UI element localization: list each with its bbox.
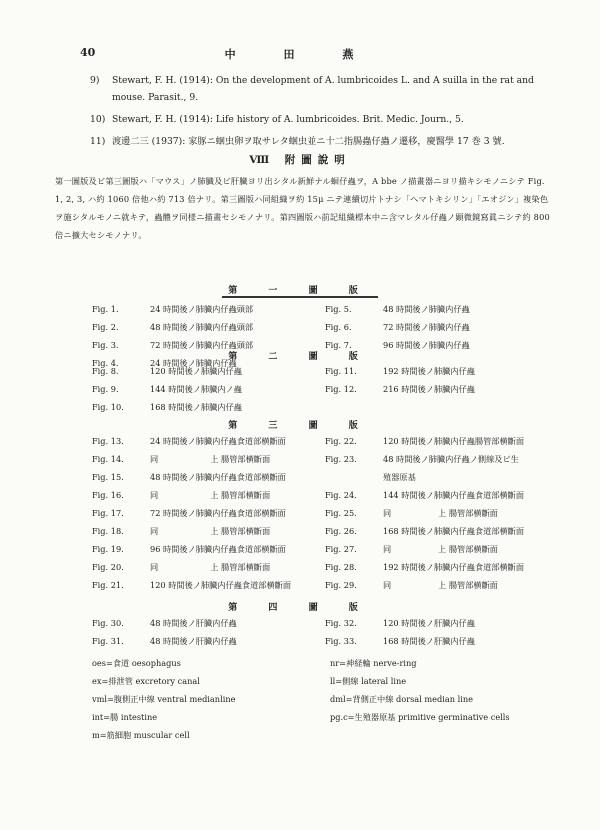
- figure-label: Fig. 6.: [325, 322, 352, 332]
- figure-label: Fig. 12.: [325, 384, 357, 394]
- figure-caption: 192 時間後ノ肺臓内仔蟲食道部横斷面: [383, 561, 525, 572]
- figure-label: Fig. 1.: [92, 304, 119, 314]
- figure-label: Fig. 19.: [92, 544, 124, 554]
- figure-caption: 144 時間後ノ肺臓内ノ蟲: [150, 383, 242, 394]
- figure-caption: 120 時間後ノ肝臓内仔蟲: [383, 617, 475, 628]
- plate-heading: 第 一 圖 版: [0, 283, 600, 296]
- figure-label: Fig. 14.: [92, 454, 124, 464]
- figure-caption-row: [325, 362, 475, 380]
- abbreviation-entry: dml=背側正中線 dorsal median line: [330, 693, 473, 704]
- figure-caption: 120 時間後ノ肺臓内仔蟲: [150, 365, 242, 376]
- figure-label: Fig. 24.: [325, 490, 357, 500]
- figure-caption: 72 時間後ノ肺臓内仔蟲食道部横斷面: [150, 507, 286, 518]
- abbreviation-entry: nr=神経輪 nerve-ring: [330, 657, 417, 668]
- abbreviation-entry: ex=排泄管 excretory canal: [92, 675, 200, 686]
- figure-caption-row: [92, 576, 291, 594]
- figure-label: Fig. 28.: [325, 562, 357, 572]
- reference-item: [90, 72, 550, 106]
- figure-caption: 144 時間後ノ肺臓内仔蟲食道部横斷面: [383, 489, 525, 500]
- figure-caption: 24 時間後ノ肺臓内仔蟲頭部: [150, 303, 254, 314]
- reference-text: Stewart, F. H. (1914): On the development of A. lumbricoides L. and A suilla in the rat and mouse. Parasit., 9.: [112, 75, 534, 103]
- figure-label: Fig. 3.: [92, 340, 119, 350]
- figure-label: Fig. 26.: [325, 526, 357, 536]
- running-title: 中 田 燕: [224, 48, 376, 61]
- figure-label: Fig. 20.: [92, 562, 124, 572]
- figure-label: Fig. 25.: [325, 508, 357, 518]
- figure-caption-row: [325, 432, 524, 450]
- figure-label: Fig. 13.: [92, 436, 124, 446]
- figure-caption-row: [92, 300, 253, 318]
- reference-number: 9): [90, 75, 100, 86]
- figure-caption: 殖器原基: [383, 471, 416, 482]
- figure-caption-row: [325, 614, 475, 632]
- figure-label: Fig. 21.: [92, 580, 124, 590]
- figure-list-left: [92, 362, 242, 416]
- figure-list-left: [92, 614, 237, 650]
- figure-caption-row: [92, 380, 242, 398]
- figure-caption: 24 時間後ノ肺臓内仔蟲: [150, 357, 237, 368]
- figure-caption: 216 時間後ノ肺臓内仔蟲: [383, 383, 475, 394]
- figure-caption: 同 上 腸管部横斷面: [150, 525, 271, 536]
- figure-caption-row: [325, 576, 524, 594]
- figure-caption: 同 上 腸管部横斷面: [150, 453, 271, 464]
- figure-caption-row: [325, 380, 475, 398]
- plate-description-paragraph: 第一圖版及ビ第三圖版ハ「マウス」ノ肺臓及ビ肝臓ヨリ出シタル新鮮ナル蛔仔蟲ヲ，A bbe ノ描畫器ニヨリ描キシモノニシテ Fig. 1, 2, 3, ハ約 1060 倍他ハ約 713 倍ナリ。第三圖版ハ同組織ヲ約 15μ ニテ連續切片トナシ「ヘマトキシリン」「エオジン」複染色ヲ施シタルモノニ就キテ，蟲體ヲ同様ニ描畫セシモノナリ。第四圖版ハ前記組織標本中ニ含マレタル仔蟲ノ顕微鏡寫眞ニシテ約 800 倍ニ擴大セシモノナリ。: [55, 176, 550, 240]
- figure-caption: 120 時間後ノ肺臓内仔蟲食道部横斷面: [150, 579, 292, 590]
- figure-caption: 48 時間後ノ肺臓内仔蟲頭部: [150, 321, 254, 332]
- figure-list-right: [325, 362, 475, 398]
- figure-label: Fig. 30.: [92, 618, 124, 628]
- abbreviation-entry: pg.c=生殖器原基 primitive germinative cells: [330, 711, 510, 722]
- abbreviation-entry: ll=側線 lateral line: [330, 675, 407, 686]
- reference-item: [90, 111, 550, 128]
- abbreviation-entry: vml=腹側正中線 ventral medianline: [92, 693, 236, 704]
- abbreviation-entry: m=筋細胞 muscular cell: [92, 729, 190, 740]
- figure-caption-row: [92, 504, 291, 522]
- figure-caption: 同 上 腸管部横斷面: [383, 579, 498, 590]
- figure-caption: 192 時間後ノ肺臓内仔蟲: [383, 365, 475, 376]
- figure-caption-row: [325, 486, 524, 504]
- figure-caption-row: [92, 318, 253, 336]
- figure-caption: 168 時間後ノ肺臓内仔蟲: [150, 401, 242, 412]
- figure-caption: 96 時間後ノ肺臓内仔蟲食道部横斷面: [150, 543, 286, 554]
- page-number: 40: [80, 46, 96, 59]
- figure-label: Fig. 32.: [325, 618, 357, 628]
- figure-caption-row: [92, 558, 291, 576]
- figure-caption-row: [325, 318, 470, 336]
- figure-caption-row: [92, 614, 237, 632]
- figure-caption-row: [92, 398, 242, 416]
- figure-label: Fig. 5.: [325, 304, 352, 314]
- plate-heading: 第 二 圖 版: [228, 352, 372, 362]
- figure-caption: 48 時間後ノ肝臓内仔蟲: [150, 635, 237, 646]
- figure-caption: 168 時間後ノ肝臓内仔蟲: [383, 635, 475, 646]
- abbreviation-entry: oes=食道 oesophagus: [92, 657, 181, 668]
- figure-label: Fig. 17.: [92, 508, 124, 518]
- figure-caption-row: [92, 486, 291, 504]
- figure-caption: 同 上 腸管部横斷面: [150, 561, 271, 572]
- figure-list-right: [325, 614, 475, 650]
- figure-label: Fig. 23.: [325, 454, 357, 464]
- figure-label: Fig. 11.: [325, 366, 357, 376]
- figure-caption-row: [325, 468, 524, 486]
- figure-list-left: [92, 432, 291, 594]
- figure-list-right: [325, 300, 470, 354]
- figure-label: Fig. 8.: [92, 366, 119, 376]
- figure-caption-row: [325, 504, 524, 522]
- figure-caption: 72 時間後ノ肺臓内仔蟲頭部: [150, 339, 254, 350]
- figure-label: Fig. 15.: [92, 472, 124, 482]
- abbreviation-list-left: [92, 654, 235, 744]
- figure-label: Fig. 10.: [92, 402, 124, 412]
- figure-caption-row: [92, 632, 237, 650]
- figure-list-right: [325, 432, 524, 594]
- plate-heading: 第 四 圖 版: [228, 603, 372, 613]
- figure-caption-row: [325, 522, 524, 540]
- figure-caption: 168 時間後ノ肺臓内仔蟲食道部横斷面: [383, 525, 525, 536]
- figure-caption-row: [92, 522, 291, 540]
- figure-caption: 48 時間後ノ肺臓内仔蟲食道部横斷面: [150, 471, 286, 482]
- abbreviation-entry: int=腸 intestine: [92, 711, 158, 722]
- section-title: Ⅷ 附圖說明: [249, 154, 351, 166]
- figure-caption-row: [92, 362, 242, 380]
- figure-caption: 48 時間後ノ肺臓内仔蟲: [383, 303, 470, 314]
- figure-caption: 96 時間後ノ肺臓内仔蟲: [383, 339, 470, 350]
- figure-caption-row: [325, 450, 524, 468]
- figure-label: Fig. 22.: [325, 436, 357, 446]
- figure-caption-row: [325, 632, 475, 650]
- reference-list: [90, 72, 550, 155]
- figure-caption-row: [325, 558, 524, 576]
- figure-caption: 48 時間後ノ肺臓内仔蟲ノ側線及ビ生: [383, 453, 519, 464]
- figure-label: Fig. 16.: [92, 490, 124, 500]
- figure-caption-row: [325, 300, 470, 318]
- figure-caption-row: [92, 450, 291, 468]
- reference-item: [90, 133, 550, 150]
- figure-caption: 48 時間後ノ肝臓内仔蟲: [150, 617, 237, 628]
- figure-caption: 同 上 腸管部横斷面: [150, 489, 271, 500]
- figure-label: Fig. 7.: [325, 340, 352, 350]
- reference-number: 10): [90, 114, 106, 125]
- figure-caption: 24 時間後ノ肺臓内仔蟲食道部横斷面: [150, 435, 286, 446]
- reference-text: Stewart, F. H. (1914): Life history of A. lumbricoides. Brit. Medic. Journ., 5.: [112, 114, 464, 125]
- figure-caption: 72 時間後ノ肺臓内仔蟲: [383, 321, 470, 332]
- figure-label: Fig. 29.: [325, 580, 357, 590]
- abbreviation-list-right: [330, 654, 510, 726]
- figure-caption-row: [92, 540, 291, 558]
- figure-label: Fig. 27.: [325, 544, 357, 554]
- page-header: [0, 46, 600, 62]
- figure-label: Fig. 18.: [92, 526, 124, 536]
- figure-label: Fig. 4.: [92, 358, 119, 368]
- plate-heading: 第 三 圖 版: [228, 421, 372, 431]
- reference-number: 11): [90, 136, 106, 147]
- figure-caption-row: [92, 468, 291, 486]
- figure-label: Fig. 31.: [92, 636, 124, 646]
- figure-label: Fig. 33.: [325, 636, 357, 646]
- figure-caption: 120 時間後ノ肺臓内仔蟲腸管部横斷面: [383, 435, 525, 446]
- figure-label: Fig. 2.: [92, 322, 119, 332]
- figure-caption: 同 上 腸管部横斷面: [383, 543, 498, 554]
- reference-text: 渡邊二三 (1937): 家豚ニ蛔虫卵ヲ取サレタ蛔虫並ニ十二指腸蟲仔蟲ノ遷移，慶醫學 17 巻 3 號.: [112, 136, 505, 147]
- figure-caption: 同 上 腸管部横斷面: [383, 507, 498, 518]
- figure-caption-row: [92, 432, 291, 450]
- figure-caption-row: [325, 540, 524, 558]
- figure-label: Fig. 9.: [92, 384, 119, 394]
